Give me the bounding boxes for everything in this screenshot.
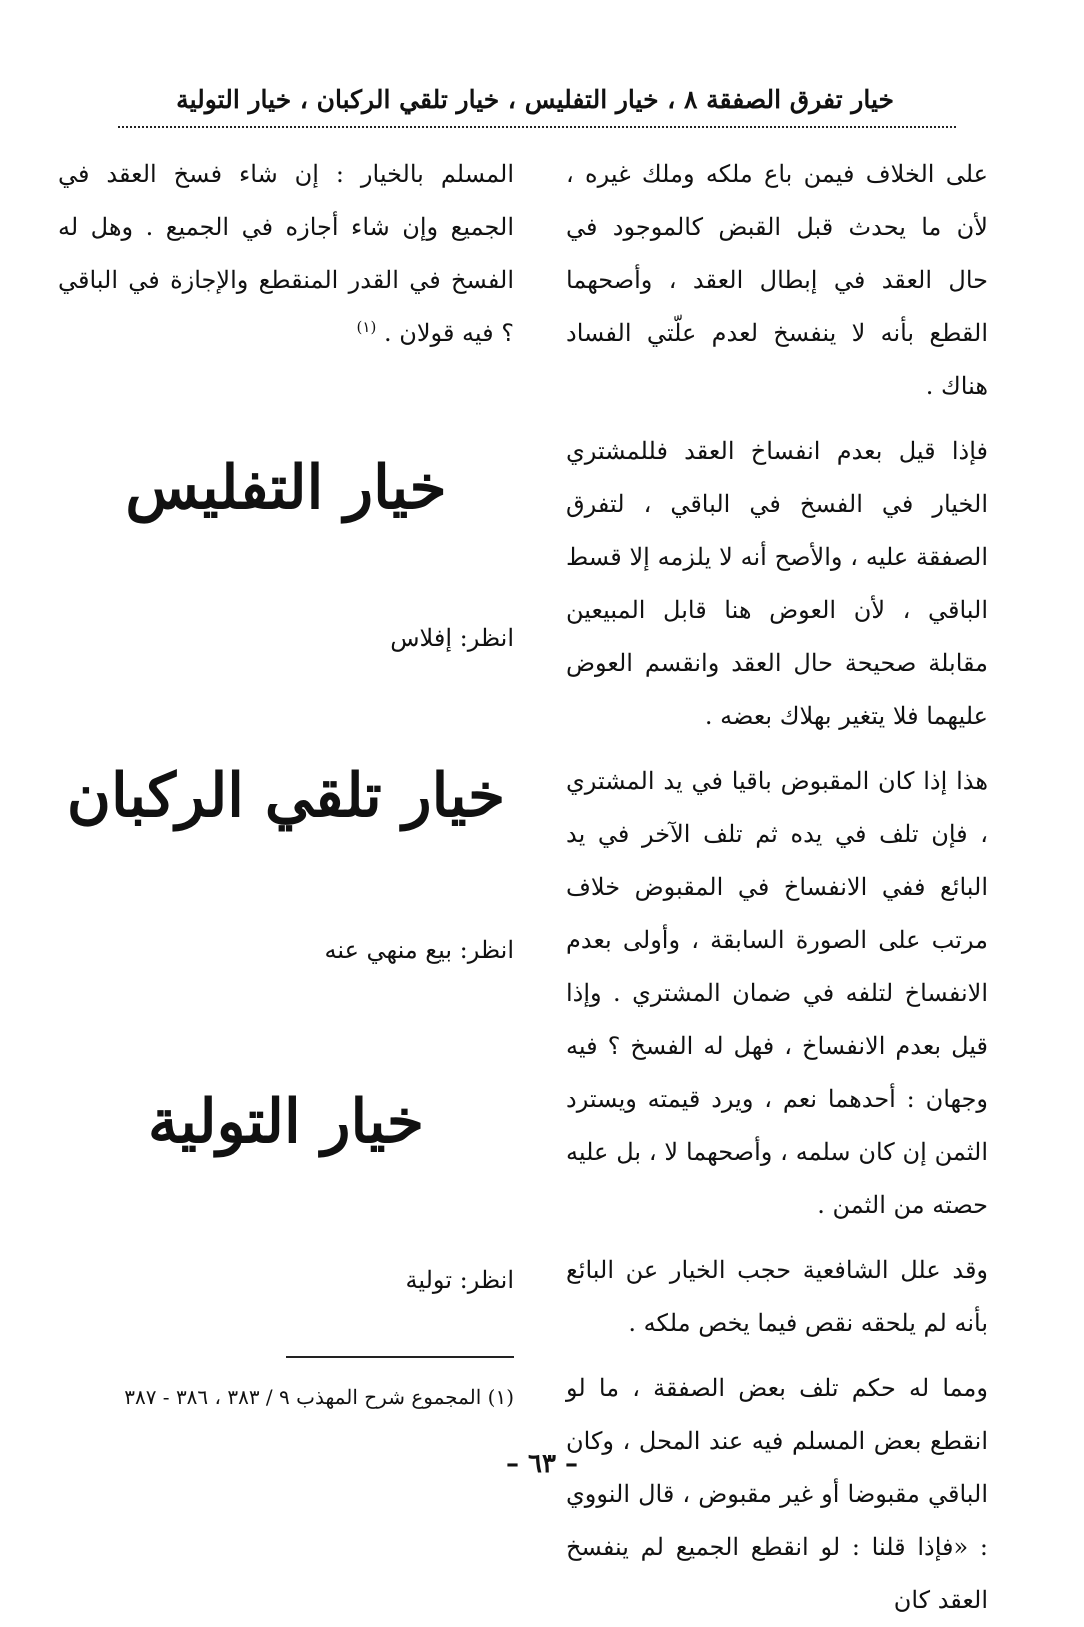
running-header: خيار تفرق الصفقة ٨ ، خيار التفليس ، خيار تلقي الركبان ، خيار التولية: [176, 85, 894, 114]
footnote: (١) المجموع شرح المهذب ٩ / ٣٨٣ ، ٣٨٦ - ٣٨٧: [124, 1385, 514, 1409]
entry-heading: خيار تلقي الركبان: [66, 761, 506, 831]
see-also-reference[interactable]: انظر: إفلاس: [390, 624, 514, 652]
footnote-marker: (١): [356, 318, 377, 336]
entry-heading: خيار التفليس: [125, 453, 447, 523]
left-column: [58, 148, 514, 360]
header-dotted-rule: [118, 126, 956, 128]
paragraph: ومما له حكم تلف بعض الصفقة ، ما لو انقطع بعض المسلم فيه عند المحل ، وكان الباقي مقبوضا أو غير مقبوض ، قال النووي : «فإذا قلنا : لو انقطع الجميع لم ينفسخ العقد كان: [566, 1374, 988, 1614]
continuation-text: المسلم بالخيار : إن شاء فسخ العقد في الجميع وإن شاء أجازه في الجميع . وهل له الفسخ في القدر المنقطع والإجازة في الباقي ؟ فيه قولان .: [58, 160, 514, 347]
right-column: [566, 148, 988, 1627]
footnote-rule: [286, 1356, 514, 1358]
see-also-reference[interactable]: انظر: تولية: [405, 1266, 514, 1294]
paragraph: وقد علل الشافعية حجب الخيار عن البائع بأنه لم يلحقه نقص فيما يخص ملكه .: [566, 1256, 988, 1337]
continuation-paragraph: [58, 148, 514, 360]
entry-heading: خيار التولية: [148, 1087, 424, 1157]
paragraph: فإذا قيل بعدم انفساخ العقد فللمشتري الخيار في الفسخ في الباقي ، لتفرق الصفقة عليه ، والأصح أنه لا يلزمه إلا قسط الباقي ، لأن العوض هنا قابل المبيعين مقابلة صحيحة حال العقد وانقسم العوض عليهما فلا يتغير بهلاك بعضه .: [566, 437, 988, 730]
paragraph: هذا إذا كان المقبوض باقيا في يد المشتري ، فإن تلف في يده ثم تلف الآخر في يد البائع ففي الانفساخ في المقبوض خلاف مرتب على الصورة السابقة ، وأولى بعدم الانفساخ لتلفه في ضمان المشتري . وإذا قيل بعدم الانفساخ ، فهل له الفسخ ؟ فيه وجهان : أحدهما نعم ، ويرد قيمته ويسترد الثمن إن كان سلمه ، وأصحهما لا ، بل عليه حصته من الثمن .: [566, 767, 988, 1219]
page-number: – ٦٣ –: [505, 1449, 579, 1479]
paragraph: على الخلاف فيمن باع ملكه وملك غيره ، لأن ما يحدث قبل القبض كالموجود في حال العقد في إبطال العقد ، وأصحهما القطع بأنه لا ينفسخ لعدم علّتي الفساد هناك .: [566, 160, 988, 400]
see-also-reference[interactable]: انظر: بيع منهي عنه: [324, 936, 514, 964]
